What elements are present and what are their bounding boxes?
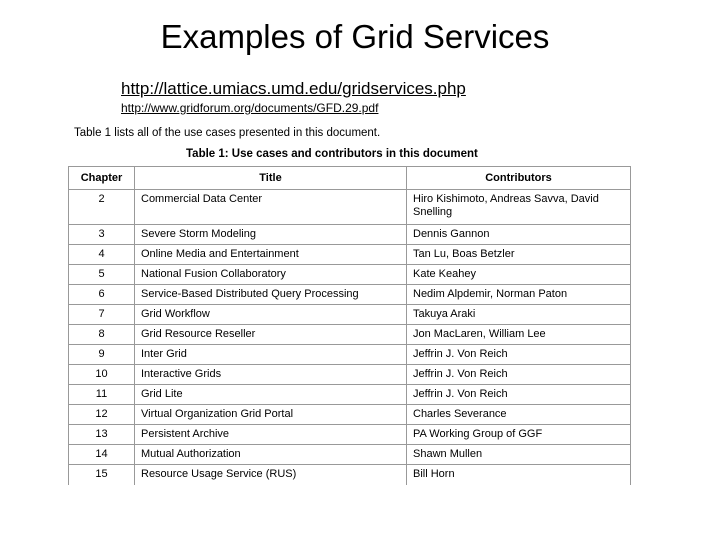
cell-chapter: 15 <box>69 465 135 485</box>
table-row <box>69 245 631 265</box>
cell-contributors: Jeffrin J. Von Reich <box>407 365 631 385</box>
table-caption: Table 1: Use cases and contributors in this document <box>186 148 478 160</box>
cell-contributors: Shawn Mullen <box>407 445 631 465</box>
table-row <box>69 425 631 445</box>
cell-title: Persistent Archive <box>135 425 407 445</box>
table-row <box>69 345 631 365</box>
table-row <box>69 225 631 245</box>
gfd29-link[interactable]: http://www.gridforum.org/documents/GFD.29.pdf <box>121 101 379 115</box>
cell-chapter: 11 <box>69 385 135 405</box>
cell-chapter: 14 <box>69 445 135 465</box>
cell-contributors: Tan Lu, Boas Betzler <box>407 245 631 265</box>
cell-contributors: Nedim Alpdemir, Norman Paton <box>407 285 631 305</box>
cell-title: Virtual Organization Grid Portal <box>135 405 407 425</box>
cell-title: Online Media and Entertainment <box>135 245 407 265</box>
cell-contributors: Kate Keahey <box>407 265 631 285</box>
cell-title: Inter Grid <box>135 345 407 365</box>
cell-chapter: 8 <box>69 325 135 345</box>
table-row <box>69 445 631 465</box>
cell-contributors: Hiro Kishimoto, Andreas Savva, David Snelling <box>407 190 631 225</box>
cell-contributors: Jeffrin J. Von Reich <box>407 345 631 365</box>
table-row <box>69 465 631 485</box>
cell-title: Commercial Data Center <box>135 190 407 225</box>
gridservices-link[interactable]: http://lattice.umiacs.umd.edu/gridservices.php <box>121 79 466 98</box>
cell-contributors: Jeffrin J. Von Reich <box>407 385 631 405</box>
cell-title: Interactive Grids <box>135 365 407 385</box>
cell-chapter: 13 <box>69 425 135 445</box>
column-header-contributors: Contributors <box>407 167 631 190</box>
cell-chapter: 10 <box>69 365 135 385</box>
table-intro-text: Table 1 lists all of the use cases presented in this document. <box>74 127 381 139</box>
cell-contributors: Takuya Araki <box>407 305 631 325</box>
table-row <box>69 285 631 305</box>
table-body <box>69 190 631 485</box>
table-row <box>69 305 631 325</box>
cell-chapter: 4 <box>69 245 135 265</box>
table-row <box>69 385 631 405</box>
cell-contributors: PA Working Group of GGF <box>407 425 631 445</box>
cell-title: National Fusion Collaboratory <box>135 265 407 285</box>
cell-contributors: Jon MacLaren, William Lee <box>407 325 631 345</box>
cell-contributors: Charles Severance <box>407 405 631 425</box>
table-header-row <box>69 167 631 190</box>
cell-title: Grid Workflow <box>135 305 407 325</box>
table-row <box>69 265 631 285</box>
table-row <box>69 365 631 385</box>
cell-chapter: 3 <box>69 225 135 245</box>
cell-title: Grid Lite <box>135 385 407 405</box>
use-cases-table <box>68 166 631 485</box>
cell-title: Mutual Authorization <box>135 445 407 465</box>
cell-title: Service-Based Distributed Query Processing <box>135 285 407 305</box>
cell-contributors: Bill Horn <box>407 465 631 485</box>
cell-chapter: 5 <box>69 265 135 285</box>
cell-title: Grid Resource Reseller <box>135 325 407 345</box>
table-row <box>69 190 631 225</box>
cell-chapter: 12 <box>69 405 135 425</box>
cell-chapter: 6 <box>69 285 135 305</box>
column-header-chapter: Chapter <box>69 167 135 190</box>
cell-title: Severe Storm Modeling <box>135 225 407 245</box>
cell-chapter: 2 <box>69 190 135 225</box>
table-row <box>69 325 631 345</box>
column-header-title: Title <box>135 167 407 190</box>
cell-chapter: 7 <box>69 305 135 325</box>
table-row <box>69 405 631 425</box>
cell-chapter: 9 <box>69 345 135 365</box>
cell-contributors: Dennis Gannon <box>407 225 631 245</box>
cell-title: Resource Usage Service (RUS) <box>135 465 407 485</box>
slide-title: Examples of Grid Services <box>160 18 550 55</box>
